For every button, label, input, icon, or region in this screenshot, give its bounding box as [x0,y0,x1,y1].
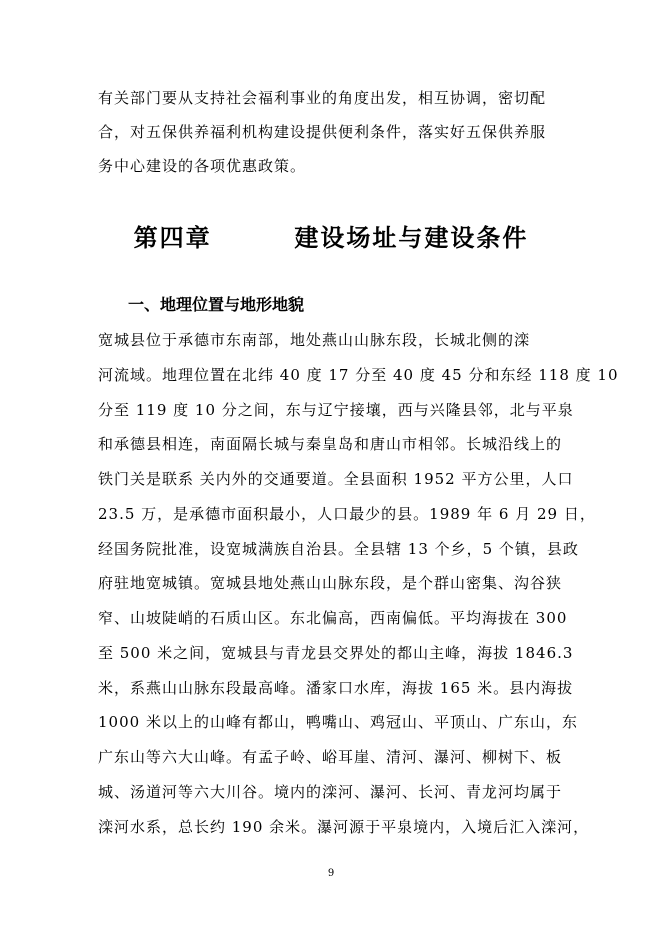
body-line: 和承德县相连，南面隔长城与秦皇岛和唐山市相邻。长城沿线上的 [98,435,563,453]
chapter-number: 第四章 [133,223,212,252]
body-line: 窄、山坡陡峭的石质山区。东北偏高，西南偏低。平均海拔在 300 [98,609,568,627]
body-line: 至 500 米之间，宽城县与青龙县交界处的都山主峰，海拔 1846.3 [98,644,574,662]
body-line: 广东山等六大山峰。有孟子岭、峪耳崖、清河、瀑河、柳树下、板 [98,748,563,766]
chapter-name: 建设场址与建设条件 [294,223,529,252]
body-line: 铁门关是联系 关内外的交通要道。全县面积 1952 平方公里，人口 [98,470,574,488]
body-line: 滦河水系，总长约 190 余米。瀑河源于平泉境内，入境后汇入滦河， [98,818,590,836]
body-line: 河流域。地理位置在北纬 40 度 17 分至 40 度 45 分和东经 118 度 10 [98,366,619,384]
body-line: 23.5 万，是承德市面积最小，人口最少的县。1989 年 6 月 29 日， [98,505,596,523]
body-line: 府驻地宽城镇。宽城县地处燕山山脉东段，是个群山密集、沟谷狭 [98,574,563,592]
intro-line: 务中心建设的各项优惠政策。 [98,157,307,175]
page-number: 9 [327,868,335,879]
body-line: 城、汤道河等六大川谷。境内的滦河、瀑河、长河、青龙河均属于 [98,783,563,801]
body-line: 宽城县位于承德市东南部，地处燕山山脉东段，长城北侧的滦 [98,331,531,349]
section-heading: 一、地理位置与地形地貌 [128,295,305,314]
chapter-title [0,222,662,254]
body-line: 分至 119 度 10 分之间，东与辽宁接壤，西与兴隆县邻，北与平泉 [98,401,574,419]
body-line: 1000 米以上的山峰有都山，鸭嘴山、鸡冠山、平顶山、广东山，东 [98,713,578,731]
body-line: 经国务院批准，设宽城满族自治县。全县辖 13 个乡，5 个镇，县政 [98,540,579,558]
intro-line: 合，对五保供养福利机构建设提供便利条件，落实好五保供养服 [98,123,547,141]
body-line: 米，系燕山山脉东段最高峰。潘家口水库，海拔 165 米。县内海拔 [98,679,574,697]
intro-line: 有关部门要从支持社会福利事业的角度出发，相互协调，密切配 [98,89,547,107]
